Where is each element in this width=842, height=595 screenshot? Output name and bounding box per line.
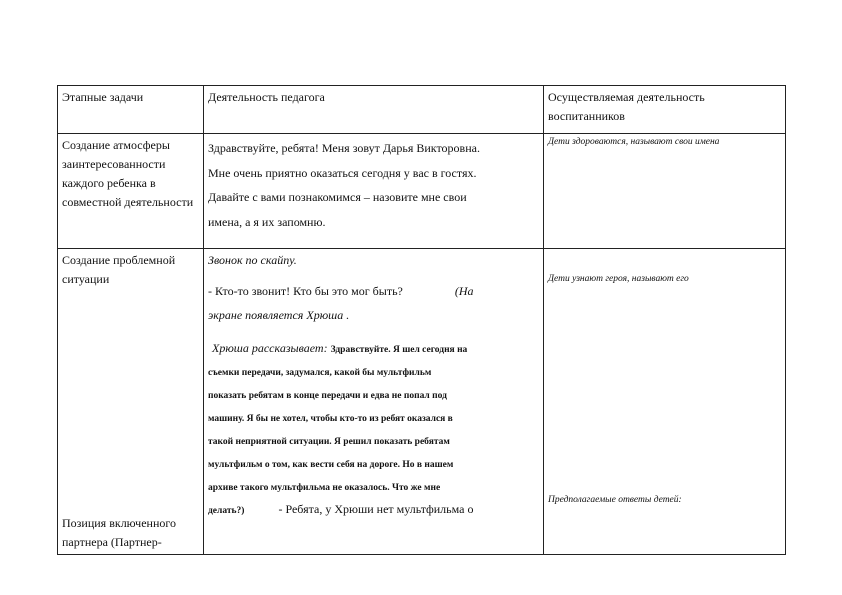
children-answers: Предполагаемые ответы детей:	[548, 495, 682, 505]
children-text: Дети здороваются, называют свои имена	[548, 137, 720, 147]
task-cell: Создание атмосферы заинтересованности каждого ребенка в совместной деятельности	[58, 134, 204, 249]
khrusha-story: Хрюша рассказывает: Здравствуйте. Я шел сегодня на	[212, 341, 468, 355]
story-line: съемки передачи, задумался, какой бы мультфильм	[208, 368, 432, 378]
lesson-plan-table	[57, 85, 786, 555]
children-text: Дети узнают героя, называют его	[548, 274, 689, 284]
story-line: такой неприятной ситуации. Я решил показать ребятам	[208, 437, 450, 447]
story-last-line: делать?) - Ребята, у Хрюши нет мультфильма о	[208, 502, 474, 516]
task-text: Создание проблемной ситуации	[62, 253, 176, 286]
story-line: показать ребятам в конце передачи и едва не попал под	[208, 391, 447, 401]
children-cell	[544, 249, 786, 555]
header-tasks: Этапные задачи	[58, 86, 204, 134]
screen-line: экране появляется Хрюша .	[208, 308, 350, 322]
teacher-line: Мне очень приятно оказаться сегодня у вас в гостях.	[208, 165, 477, 180]
header-children: Осуществляемая деятельность воспитанников	[544, 86, 786, 134]
table-row	[58, 134, 786, 249]
children-cell	[544, 134, 786, 249]
teacher-line: Здравствуйте, ребята! Меня зовут Дарья Викторовна.	[208, 141, 480, 155]
teacher-line: Давайте с вами познакомимся – назовите мне свои	[208, 190, 467, 204]
story-line: архиве такого мультфильма не оказалось. Что же мне	[208, 483, 441, 493]
header-teacher: Деятельность педагога	[204, 86, 544, 134]
teacher-cell	[204, 249, 544, 555]
teacher-line: имена, а я их запомню.	[208, 214, 326, 229]
table-row	[58, 249, 786, 555]
teacher-cell	[204, 134, 544, 249]
story-line: машину. Я бы не хотел, чтобы кто-то из ребят оказался в	[208, 414, 453, 424]
table-header-row	[58, 86, 786, 134]
task-text-2: Позиция включенного партнера (Партнер-	[62, 516, 177, 549]
question-line: - Кто-то звонит! Кто бы это мог быть? (На	[208, 284, 474, 298]
story-line: мультфильм о том, как вести себя на дороге. Но в нашем	[208, 460, 454, 470]
call-line: Звонок по скайпу.	[208, 253, 297, 267]
task-cell	[58, 249, 204, 555]
